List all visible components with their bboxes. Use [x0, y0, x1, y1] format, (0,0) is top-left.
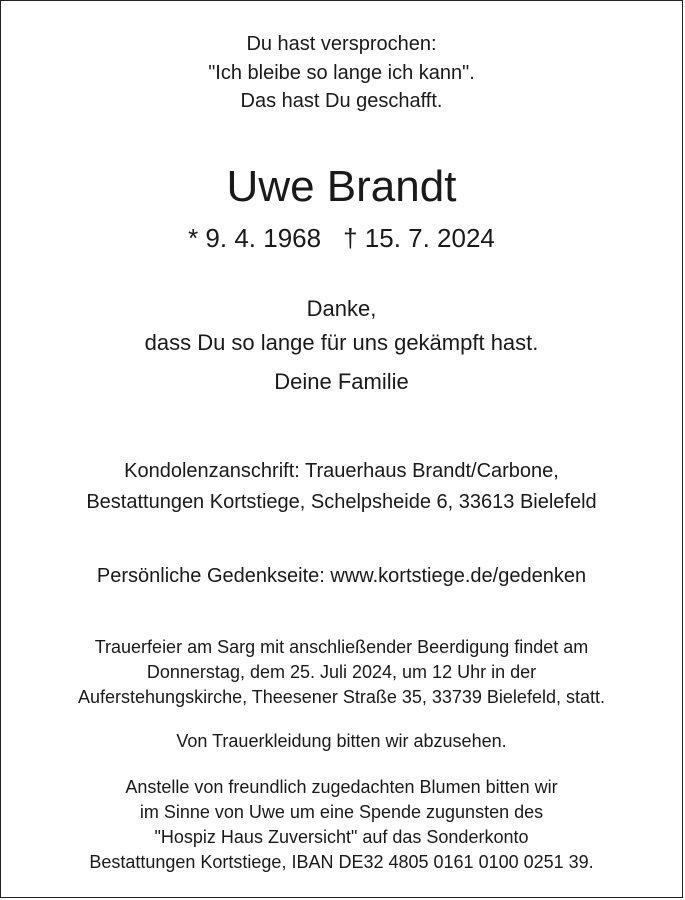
donation-line-3: "Hospiz Haus Zuversicht" auf das Sonderkonto — [154, 827, 529, 847]
family-signature: Deine Familie — [274, 369, 409, 394]
funeral-line-1: Trauerfeier am Sarg mit anschließender Beerdigung findet am — [94, 637, 589, 657]
verse-line-2: "Ich bleibe so lange ich kann". — [208, 62, 475, 84]
death-date: † 15. 7. 2024 — [343, 223, 495, 253]
condolence-address-line-2: Bestattungen Kortstiege, Schelpsheide 6, 33613 Bielefeld — [86, 491, 597, 513]
donation-line-1: Anstelle von freundlich zugedachten Blumen bitten wir — [125, 777, 558, 797]
funeral-line-2: Donnerstag, dem 25. Juli 2024, um 12 Uhr in der — [146, 662, 537, 682]
verse-line-3: Das hast Du geschafft. — [240, 90, 443, 112]
birth-date: * 9. 4. 1968 — [188, 223, 322, 253]
thanks-line-2: dass Du so lange für uns gekämpft hast. — [144, 330, 539, 355]
thanks-line-1: Danke, — [306, 296, 377, 321]
verse-line-1: Du hast versprochen: — [246, 33, 437, 55]
memorial-page: Persönliche Gedenkseite: www.kortstiege.de/gedenken — [96, 565, 587, 587]
funeral-line-3: Auferstehungskirche, Theesener Straße 35, 33739 Bielefeld, statt. — [78, 687, 605, 707]
life-dates — [1, 225, 682, 251]
dress-note: Von Trauerkleidung bitten wir abzusehen. — [176, 731, 507, 751]
donation-line-4: Bestattungen Kortstiege, IBAN DE32 4805 0161 0100 0251 39. — [89, 852, 594, 872]
deceased-name: Uwe Brandt — [226, 162, 457, 211]
donation-line-2: im Sinne von Uwe um eine Spende zugunsten des — [139, 802, 544, 822]
condolence-address-line-1: Kondolenzanschrift: Trauerhaus Brandt/Carbone, — [124, 460, 559, 482]
